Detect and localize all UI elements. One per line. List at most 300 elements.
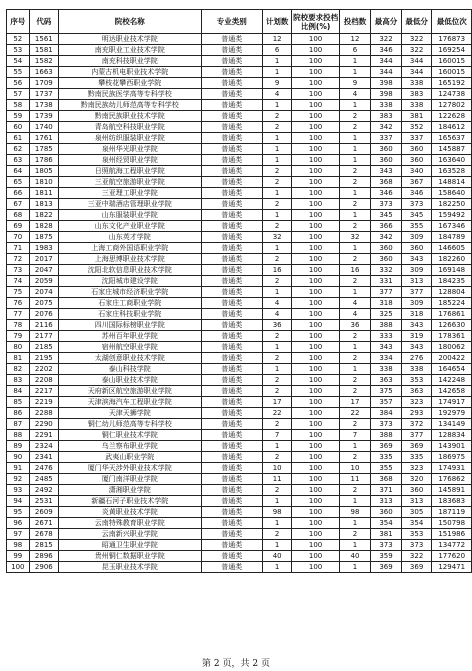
table-row [7,221,472,232]
cell-category: 普通类 [201,430,262,441]
cell-filed: 1 [339,144,371,155]
cell-max: 366 [371,221,402,232]
table-row [7,342,472,353]
cell-seq: 93 [7,485,30,496]
table-row [7,56,472,67]
cell-category: 普通类 [201,111,262,122]
cell-plan: 1 [262,210,292,221]
table-row [7,408,472,419]
cell-rank: 142248 [432,375,472,386]
table-row [7,320,472,331]
cell-code: 2219 [29,397,58,408]
cell-ratio: 100 [292,199,339,210]
cell-min: 320 [401,474,432,485]
cell-filed: 2 [339,166,371,177]
cell-plan: 2 [262,386,292,397]
cell-school: 炎黄职业技术学院 [59,507,202,518]
cell-ratio: 100 [292,298,339,309]
cell-school: 新疆石河子职业技术学院 [59,496,202,507]
cell-code: 2609 [29,507,58,518]
cell-min: 322 [401,551,432,562]
header-seq: 序号 [7,10,30,34]
cell-category: 普通类 [201,342,262,353]
cell-plan: 1 [262,67,292,78]
cell-rank: 148814 [432,177,472,188]
cell-category: 普通类 [201,45,262,56]
cell-seq: 92 [7,474,30,485]
cell-seq: 53 [7,45,30,56]
cell-max: 360 [371,507,402,518]
cell-plan: 2 [262,276,292,287]
cell-min: 344 [401,56,432,67]
header-filed: 投档数 [339,10,371,34]
cell-plan: 36 [262,320,292,331]
cell-rank: 163640 [432,155,472,166]
cell-school: 昭通卫生职业学院 [59,540,202,551]
cell-plan: 1 [262,155,292,166]
cell-max: 342 [371,122,402,133]
cell-code: 1828 [29,221,58,232]
cell-plan: 2 [262,375,292,386]
cell-school: 厦门华天涉外职业技术学院 [59,463,202,474]
cell-plan: 7 [262,430,292,441]
cell-min: 383 [401,89,432,100]
table-row [7,67,472,78]
cell-plan: 2 [262,199,292,210]
cell-code: 1761 [29,133,58,144]
cell-code: 2896 [29,551,58,562]
table-row [7,562,472,573]
cell-min: 346 [401,188,432,199]
cell-seq: 67 [7,199,30,210]
cell-seq: 59 [7,111,30,122]
cell-ratio: 100 [292,309,339,320]
cell-rank: 158640 [432,188,472,199]
cell-max: 383 [371,111,402,122]
cell-filed: 40 [339,551,371,562]
header-max: 最高分 [371,10,402,34]
cell-ratio: 100 [292,166,339,177]
cell-ratio: 100 [292,474,339,485]
cell-seq: 94 [7,496,30,507]
cell-category: 普通类 [201,89,262,100]
cell-school: 上海工商外国语职业学院 [59,243,202,254]
cell-filed: 6 [339,45,371,56]
table-row [7,78,472,89]
cell-seq: 65 [7,177,30,188]
cell-code: 2076 [29,309,58,320]
cell-ratio: 100 [292,364,339,375]
cell-code: 2116 [29,320,58,331]
cell-rank: 159492 [432,210,472,221]
cell-category: 普通类 [201,177,262,188]
cell-ratio: 100 [292,408,339,419]
cell-ratio: 100 [292,210,339,221]
cell-seq: 90 [7,452,30,463]
cell-rank: 174917 [432,397,472,408]
header-code: 代码 [29,10,58,34]
cell-filed: 7 [339,430,371,441]
cell-rank: 183683 [432,496,472,507]
cell-code: 1582 [29,56,58,67]
cell-max: 344 [371,56,402,67]
cell-min: 323 [401,463,432,474]
cell-max: 368 [371,474,402,485]
cell-school: 天府新区航空旅游职业学院 [59,386,202,397]
cell-filed: 2 [339,122,371,133]
cell-rank: 180062 [432,342,472,353]
cell-school: 昆玉职业技术学院 [59,562,202,573]
cell-category: 普通类 [201,144,262,155]
cell-school: 四川国际标榜职业学院 [59,320,202,331]
cell-max: 354 [371,518,402,529]
cell-ratio: 100 [292,133,339,144]
cell-ratio: 100 [292,78,339,89]
cell-category: 普通类 [201,463,262,474]
cell-rank: 145891 [432,485,472,496]
cell-min: 335 [401,452,432,463]
cell-rank: 134149 [432,419,472,430]
cell-min: 372 [401,419,432,430]
cell-ratio: 100 [292,342,339,353]
cell-filed: 10 [339,463,371,474]
cell-school: 山东文化产业职业学院 [59,221,202,232]
cell-ratio: 100 [292,122,339,133]
cell-code: 1875 [29,232,58,243]
cell-code: 2185 [29,342,58,353]
cell-min: 377 [401,430,432,441]
cell-rank: 160015 [432,67,472,78]
cell-code: 1786 [29,155,58,166]
cell-category: 普通类 [201,364,262,375]
cell-rank: 167346 [432,221,472,232]
table-row [7,199,472,210]
cell-seq: 71 [7,243,30,254]
cell-filed: 1 [339,342,371,353]
cell-code: 2059 [29,276,58,287]
cell-code: 1811 [29,188,58,199]
cell-plan: 2 [262,485,292,496]
cell-code: 2906 [29,562,58,573]
cell-category: 普通类 [201,551,262,562]
cell-filed: 1 [339,364,371,375]
cell-filed: 1 [339,518,371,529]
header-category: 专业类别 [201,10,262,34]
table-row [7,155,472,166]
cell-rank: 184235 [432,276,472,287]
cell-max: 398 [371,78,402,89]
cell-category: 普通类 [201,452,262,463]
cell-category: 普通类 [201,166,262,177]
cell-code: 2476 [29,463,58,474]
cell-seq: 86 [7,408,30,419]
cell-filed: 1 [339,243,371,254]
cell-max: 338 [371,100,402,111]
cell-filed: 1 [339,100,371,111]
cell-code: 2217 [29,386,58,397]
cell-plan: 22 [262,408,292,419]
table-row [7,463,472,474]
cell-plan: 2 [262,353,292,364]
cell-ratio: 100 [292,34,339,45]
cell-ratio: 100 [292,562,339,573]
cell-filed: 2 [339,111,371,122]
cell-seq: 73 [7,265,30,276]
cell-category: 普通类 [201,518,262,529]
cell-seq: 74 [7,276,30,287]
cell-max: 375 [371,386,402,397]
table-row [7,111,472,122]
cell-school: 宿州航空职业学院 [59,342,202,353]
cell-ratio: 100 [292,463,339,474]
cell-plan: 40 [262,551,292,562]
cell-ratio: 100 [292,188,339,199]
cell-school: 沈阳北软信息职业技术学院 [59,265,202,276]
table-row [7,419,472,430]
cell-min: 318 [401,309,432,320]
cell-school: 石家庄城市经济职业学院 [59,287,202,298]
cell-code: 2815 [29,540,58,551]
cell-code: 2671 [29,518,58,529]
cell-seq: 100 [7,562,30,573]
cell-plan: 2 [262,331,292,342]
cell-school: 泉州华光职业学院 [59,144,202,155]
table-row [7,89,472,100]
cell-plan: 16 [262,265,292,276]
cell-filed: 2 [339,419,371,430]
cell-code: 2177 [29,331,58,342]
cell-rank: 182250 [432,199,472,210]
cell-plan: 1 [262,441,292,452]
cell-filed: 2 [339,452,371,463]
cell-school: 潇湘职业学院 [59,485,202,496]
cell-plan: 6 [262,45,292,56]
cell-category: 普通类 [201,320,262,331]
cell-plan: 17 [262,397,292,408]
cell-ratio: 100 [292,276,339,287]
cell-min: 309 [401,265,432,276]
cell-category: 普通类 [201,210,262,221]
cell-code: 2195 [29,353,58,364]
cell-min: 276 [401,353,432,364]
cell-filed: 2 [339,221,371,232]
cell-code: 2047 [29,265,58,276]
cell-category: 普通类 [201,276,262,287]
cell-ratio: 100 [292,518,339,529]
table-row [7,188,472,199]
cell-filed: 22 [339,408,371,419]
cell-rank: 164654 [432,364,472,375]
cell-category: 普通类 [201,100,262,111]
cell-max: 363 [371,375,402,386]
cell-max: 373 [371,199,402,210]
cell-min: 343 [401,254,432,265]
cell-ratio: 100 [292,386,339,397]
cell-seq: 88 [7,430,30,441]
cell-filed: 2 [339,276,371,287]
cell-seq: 85 [7,397,30,408]
table-row [7,551,472,562]
table-row [7,485,472,496]
cell-plan: 2 [262,122,292,133]
cell-rank: 122628 [432,111,472,122]
cell-filed: 32 [339,232,371,243]
cell-min: 337 [401,133,432,144]
cell-code: 2074 [29,287,58,298]
cell-ratio: 100 [292,100,339,111]
cell-max: 377 [371,287,402,298]
cell-min: 355 [401,221,432,232]
cell-rank: 146605 [432,243,472,254]
table-row [7,144,472,155]
cell-category: 普通类 [201,408,262,419]
cell-ratio: 100 [292,551,339,562]
cell-seq: 81 [7,353,30,364]
cell-ratio: 100 [292,89,339,100]
cell-code: 2202 [29,364,58,375]
cell-code: 2017 [29,254,58,265]
cell-ratio: 100 [292,529,339,540]
cell-plan: 12 [262,34,292,45]
cell-ratio: 100 [292,45,339,56]
table-body [7,34,472,573]
cell-code: 2290 [29,419,58,430]
cell-category: 普通类 [201,540,262,551]
cell-max: 343 [371,166,402,177]
cell-filed: 1 [339,441,371,452]
cell-school: 石家庄工商职业学院 [59,298,202,309]
cell-school: 山东服装职业学院 [59,210,202,221]
cell-plan: 2 [262,419,292,430]
cell-min: 369 [401,441,432,452]
cell-ratio: 100 [292,375,339,386]
cell-school: 天津滨海汽车工程职业学院 [59,397,202,408]
header-rank: 最低位次 [432,10,472,34]
cell-filed: 2 [339,353,371,364]
cell-category: 普通类 [201,485,262,496]
cell-ratio: 100 [292,320,339,331]
cell-max: 388 [371,320,402,331]
cell-category: 普通类 [201,375,262,386]
cell-min: 293 [401,408,432,419]
cell-rank: 184789 [432,232,472,243]
cell-code: 1663 [29,67,58,78]
cell-seq: 64 [7,166,30,177]
cell-max: 371 [371,485,402,496]
cell-school: 山东英才学院 [59,232,202,243]
cell-max: 355 [371,463,402,474]
cell-rank: 163528 [432,166,472,177]
cell-min: 369 [401,562,432,573]
cell-rank: 126630 [432,320,472,331]
table-row [7,133,472,144]
cell-rank: 187119 [432,507,472,518]
cell-seq: 52 [7,34,30,45]
cell-plan: 2 [262,177,292,188]
table-row [7,364,472,375]
cell-school: 攀枝花攀西职业学院 [59,78,202,89]
cell-category: 普通类 [201,254,262,265]
cell-rank: 129471 [432,562,472,573]
cell-min: 322 [401,34,432,45]
cell-filed: 12 [339,34,371,45]
cell-plan: 32 [262,232,292,243]
cell-ratio: 100 [292,265,339,276]
cell-seq: 96 [7,518,30,529]
table-row [7,474,472,485]
cell-filed: 2 [339,529,371,540]
cell-school: 明达职业技术学院 [59,34,202,45]
header-plan: 计划数 [262,10,292,34]
cell-school: 贵州铜仁数据职业学院 [59,551,202,562]
cell-school: 内蒙古机电职业技术学院 [59,67,202,78]
cell-seq: 72 [7,254,30,265]
cell-ratio: 100 [292,540,339,551]
cell-school: 云南新兴职业学院 [59,529,202,540]
header-school: 院校名称 [59,10,202,34]
cell-code: 2208 [29,375,58,386]
cell-school: 南充职业工业技术学院 [59,45,202,56]
cell-max: 369 [371,562,402,573]
cell-school: 天津天狮学院 [59,408,202,419]
table-row [7,397,472,408]
cell-rank: 150798 [432,518,472,529]
cell-ratio: 100 [292,452,339,463]
cell-max: 388 [371,430,402,441]
cell-min: 381 [401,111,432,122]
cell-category: 普通类 [201,287,262,298]
cell-ratio: 100 [292,496,339,507]
cell-filed: 2 [339,485,371,496]
cell-rank: 128804 [432,287,472,298]
cell-plan: 98 [262,507,292,518]
cell-code: 1740 [29,122,58,133]
cell-category: 普通类 [201,353,262,364]
table-row [7,518,472,529]
cell-plan: 2 [262,529,292,540]
cell-rank: 174931 [432,463,472,474]
cell-school: 泉州经贸职业学院 [59,155,202,166]
cell-plan: 11 [262,474,292,485]
cell-max: 332 [371,265,402,276]
cell-ratio: 100 [292,507,339,518]
cell-ratio: 100 [292,232,339,243]
cell-code: 2341 [29,452,58,463]
cell-plan: 10 [262,463,292,474]
cell-filed: 11 [339,474,371,485]
cell-min: 343 [401,320,432,331]
cell-seq: 66 [7,188,30,199]
cell-seq: 69 [7,221,30,232]
cell-school: 泰山科技学院 [59,364,202,375]
cell-rank: 184612 [432,122,472,133]
cell-filed: 1 [339,67,371,78]
cell-seq: 68 [7,210,30,221]
cell-max: 325 [371,309,402,320]
cell-plan: 1 [262,364,292,375]
cell-ratio: 100 [292,419,339,430]
cell-seq: 60 [7,122,30,133]
cell-category: 普通类 [201,298,262,309]
cell-min: 360 [401,144,432,155]
table-row [7,540,472,551]
cell-category: 普通类 [201,243,262,254]
cell-max: 343 [371,342,402,353]
cell-max: 334 [371,353,402,364]
cell-code: 2492 [29,485,58,496]
cell-filed: 1 [339,210,371,221]
cell-min: 352 [401,122,432,133]
